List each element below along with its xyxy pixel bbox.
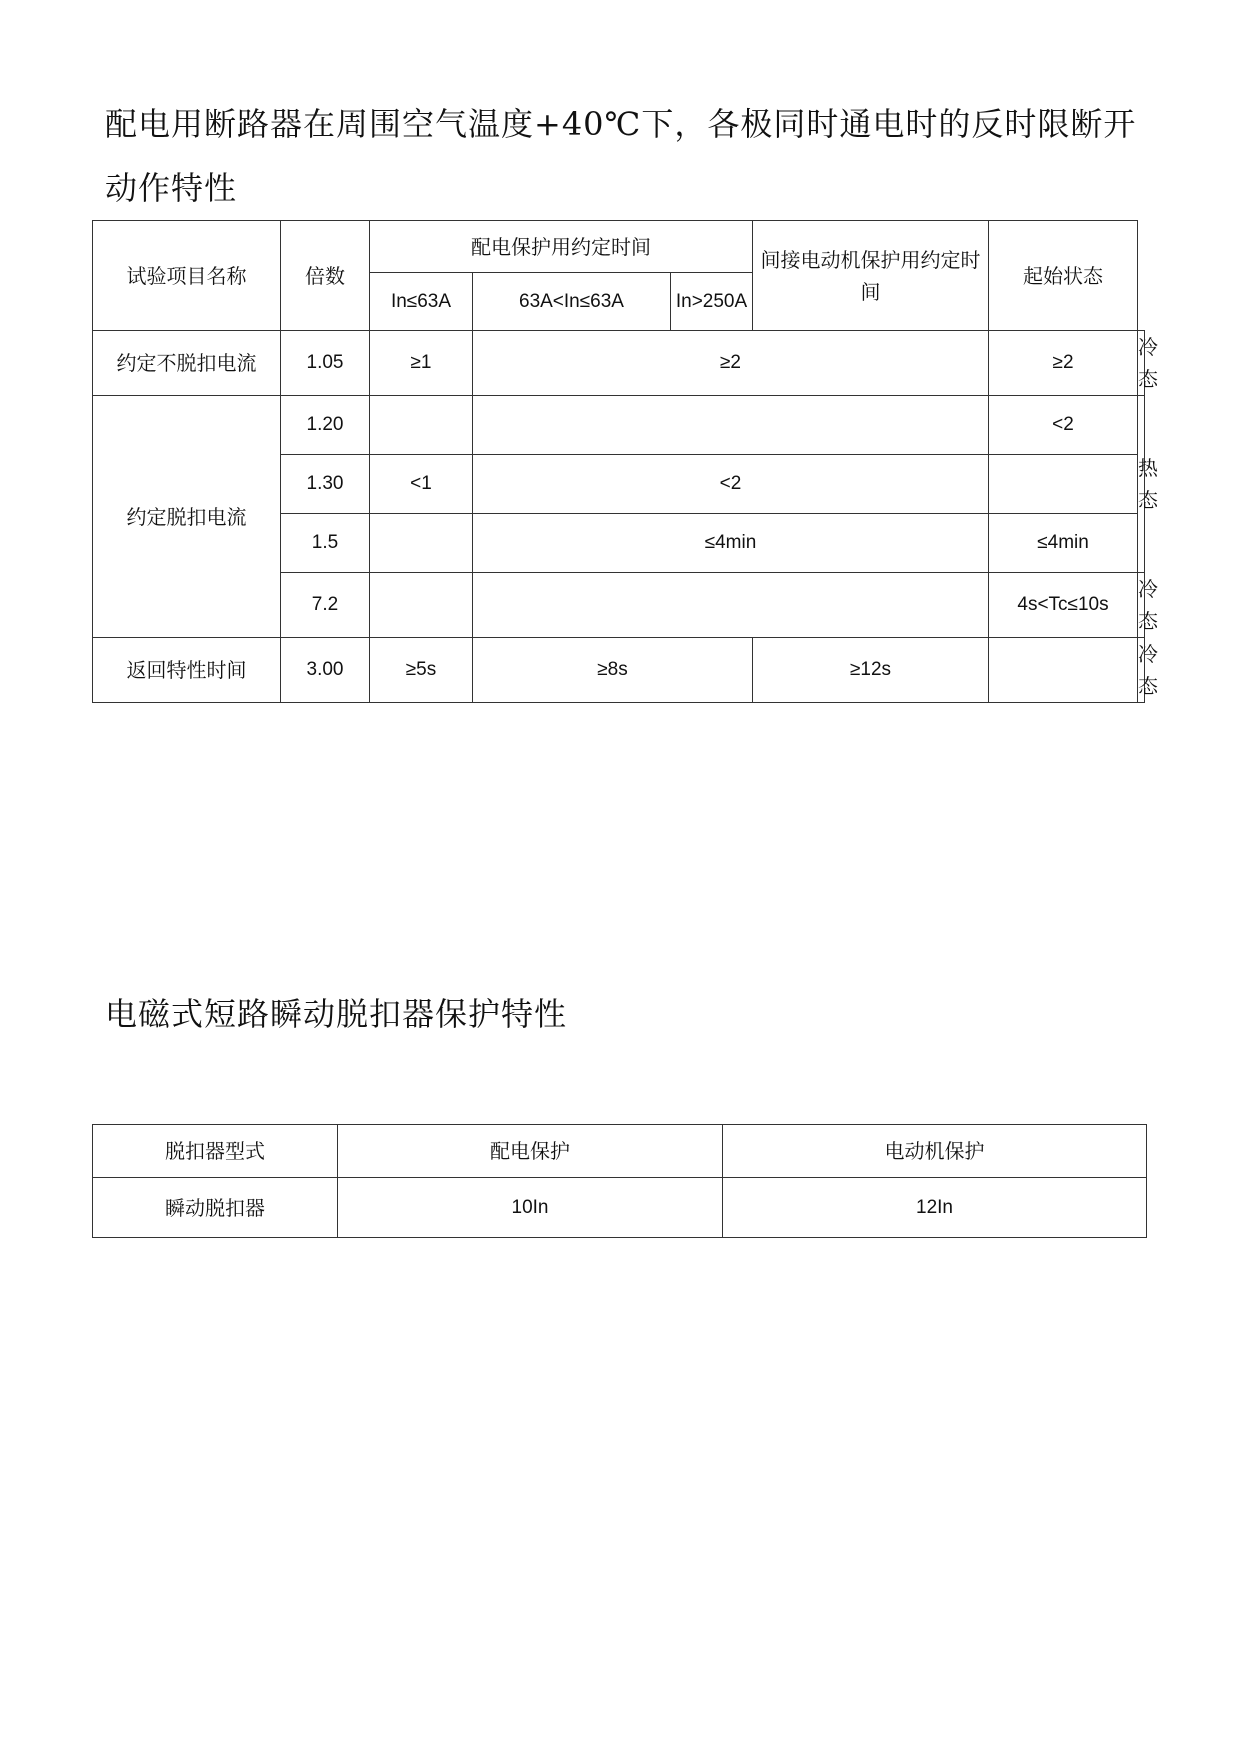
cell-multiple: 7.2 [281, 573, 370, 638]
cell-value: <2 [473, 455, 989, 514]
header-distribution-protection-time: 配电保护用约定时间 [370, 221, 753, 273]
cell-empty [989, 638, 1138, 703]
cell-state-hot: 热态 [1138, 396, 1145, 573]
header-start-state: 起始状态 [989, 221, 1138, 331]
cell-state: 冷态 [1138, 638, 1145, 703]
inverse-time-table [92, 220, 1159, 703]
cell-value: ≥8s [473, 638, 753, 703]
cell-value: <1 [370, 455, 473, 514]
subheader-63a-lt-in-le-63a: 63A<In≤63A [473, 273, 671, 331]
cell-multiple: 3.00 [281, 638, 370, 703]
cell-empty [989, 455, 1138, 514]
cell-multiple: 1.30 [281, 455, 370, 514]
heading-instantaneous-release: 电磁式短路瞬动脱扣器保护特性 [105, 995, 568, 1033]
row-label-trip-current: 约定脱扣电流 [93, 396, 281, 638]
header-multiple: 倍数 [281, 221, 370, 331]
heading-inverse-time-characteristics: 配电用断路器在周围空气温度+40℃下，各极同时通电时的反时限断开动作特性 [105, 105, 1137, 207]
header-item-name: 试验项目名称 [93, 221, 281, 331]
cell-value: <2 [989, 396, 1138, 455]
subheader-in-gt-250a: In>250A [671, 273, 753, 331]
cell-value: ≤4min [989, 514, 1138, 573]
cell-empty [370, 396, 473, 455]
cell-value: ≤4min [473, 514, 989, 573]
cell-distribution-value: 10In [338, 1178, 723, 1238]
cell-empty [370, 573, 473, 638]
cell-state: 冷态 [1138, 331, 1145, 396]
cell-empty [473, 396, 989, 455]
cell-value: ≥2 [989, 331, 1138, 396]
cell-value: ≥1 [370, 331, 473, 396]
cell-value: 4s<Tc≤10s [989, 573, 1138, 638]
header-release-type: 脱扣器型式 [93, 1125, 338, 1178]
cell-multiple: 1.05 [281, 331, 370, 396]
cell-empty [370, 514, 473, 573]
cell-multiple: 1.5 [281, 514, 370, 573]
cell-multiple: 1.20 [281, 396, 370, 455]
cell-motor-value: 12In [723, 1178, 1147, 1238]
header-motor-protection: 电动机保护 [723, 1125, 1147, 1178]
cell-value: ≥12s [753, 638, 989, 703]
cell-value: ≥2 [473, 331, 989, 396]
cell-instantaneous-release: 瞬动脱扣器 [93, 1178, 338, 1238]
cell-state: 冷态 [1138, 573, 1145, 638]
instantaneous-release-table [92, 1124, 1147, 1238]
row-label-return-time: 返回特性时间 [93, 638, 281, 703]
cell-empty [473, 573, 989, 638]
row-label-non-trip-current: 约定不脱扣电流 [93, 331, 281, 396]
header-distribution-protection: 配电保护 [338, 1125, 723, 1178]
header-motor-protection-time: 间接电动机保护用约定时间 [753, 221, 989, 331]
subheader-in-le-63a: In≤63A [370, 273, 473, 331]
cell-value: ≥5s [370, 638, 473, 703]
